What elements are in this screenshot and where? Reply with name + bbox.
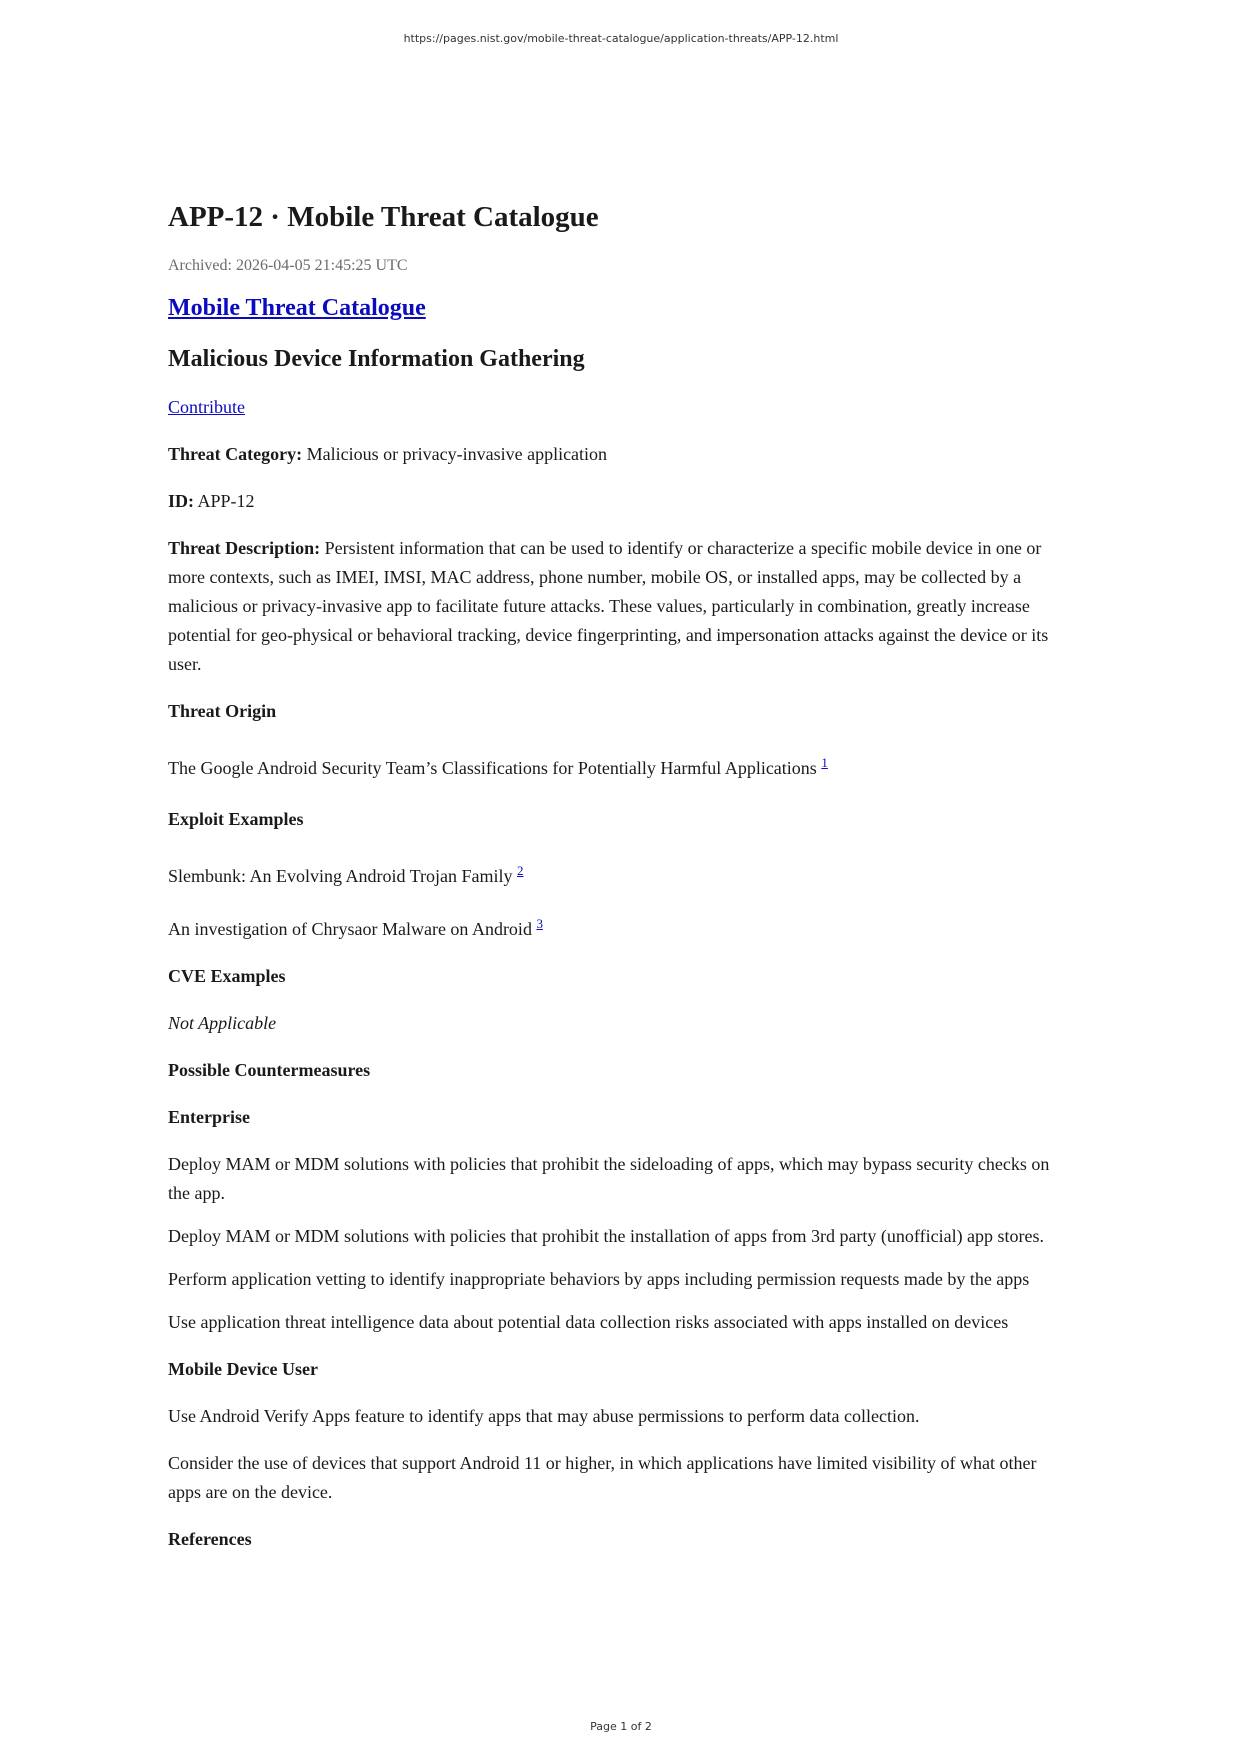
enterprise-countermeasure: Perform application vetting to identify inappropriate behaviors by apps including permission requests made by the apps bbox=[168, 1268, 1030, 1289]
enterprise-countermeasure: Deploy MAM or MDM solutions with policies that prohibit the sideloading of apps, which may bypass security checks on the app. bbox=[168, 1153, 1050, 1203]
exploit-example-item bbox=[168, 856, 1068, 891]
threat-id-label: ID: bbox=[168, 490, 194, 511]
threat-description-text: Persistent information that can be used to identify or characterize a specific mobile device in one or more contexts, such as IMEI, IMSI, MAC address, phone number, mobile OS, or installed apps, may be collected by a malicious or privacy-invasive app to facilitate future attacks. These values, particularly in combination, greatly increase potential for geo-physical or behavioral tracking, device fingerprinting, and impersonation attacks against the device or its user. bbox=[168, 537, 1049, 674]
print-url-header: https://pages.nist.gov/mobile-threat-catalogue/application-threats/APP-12.html bbox=[403, 32, 839, 45]
threat-id bbox=[168, 487, 1068, 516]
threat-category-label: Threat Category: bbox=[168, 443, 303, 464]
cve-examples-heading: CVE Examples bbox=[168, 965, 286, 986]
page-number: Page 1 of 2 bbox=[590, 1720, 652, 1733]
exploit-example-item bbox=[168, 909, 1068, 944]
user-countermeasure: Use Android Verify Apps feature to identify apps that may abuse permissions to perform data collection. bbox=[168, 1405, 920, 1426]
countermeasures-heading: Possible Countermeasures bbox=[168, 1059, 371, 1080]
threat-origin-text: The Google Android Security Team’s Classifications for Potentially Harmful Applications bbox=[168, 757, 817, 778]
cve-examples-value: Not Applicable bbox=[168, 1012, 277, 1033]
page-title: APP-12 · Mobile Threat Catalogue bbox=[168, 201, 599, 233]
threat-description bbox=[168, 534, 1068, 679]
user-countermeasure: Consider the use of devices that support Android 11 or higher, in which applications have limited visibility of what other apps are on the device. bbox=[168, 1452, 1037, 1502]
mobile-device-user-heading: Mobile Device User bbox=[168, 1358, 318, 1379]
threat-title: Malicious Device Information Gathering bbox=[168, 345, 585, 372]
document-content bbox=[168, 200, 1068, 1554]
enterprise-countermeasure: Use application threat intelligence data about potential data collection risks associated with apps installed on devices bbox=[168, 1311, 1009, 1332]
exploit-example-text: An investigation of Chrysaor Malware on Android bbox=[168, 918, 532, 939]
threat-id-value: APP-12 bbox=[197, 490, 255, 511]
enterprise-heading: Enterprise bbox=[168, 1106, 250, 1127]
contribute-link[interactable]: Contribute bbox=[168, 396, 245, 417]
reference-link-3[interactable]: 3 bbox=[536, 915, 543, 931]
catalogue-home-link[interactable]: Mobile Threat Catalogue bbox=[168, 294, 426, 321]
enterprise-countermeasure: Deploy MAM or MDM solutions with policies that prohibit the installation of apps from 3rd party (unofficial) app stores. bbox=[168, 1225, 1045, 1246]
reference-link-1[interactable]: 1 bbox=[821, 754, 828, 770]
threat-description-label: Threat Description: bbox=[168, 537, 321, 558]
exploit-example-text: Slembunk: An Evolving Android Trojan Family bbox=[168, 865, 513, 886]
threat-origin-heading: Threat Origin bbox=[168, 700, 277, 721]
reference-link-2[interactable]: 2 bbox=[517, 862, 524, 878]
exploit-examples-heading: Exploit Examples bbox=[168, 808, 304, 829]
references-heading: References bbox=[168, 1528, 252, 1549]
threat-category bbox=[168, 440, 1068, 469]
archived-timestamp: Archived: 2026-04-05 21:45:25 UTC bbox=[168, 256, 408, 274]
threat-category-value: Malicious or privacy-invasive application bbox=[306, 443, 608, 464]
threat-origin-item bbox=[168, 748, 1068, 783]
